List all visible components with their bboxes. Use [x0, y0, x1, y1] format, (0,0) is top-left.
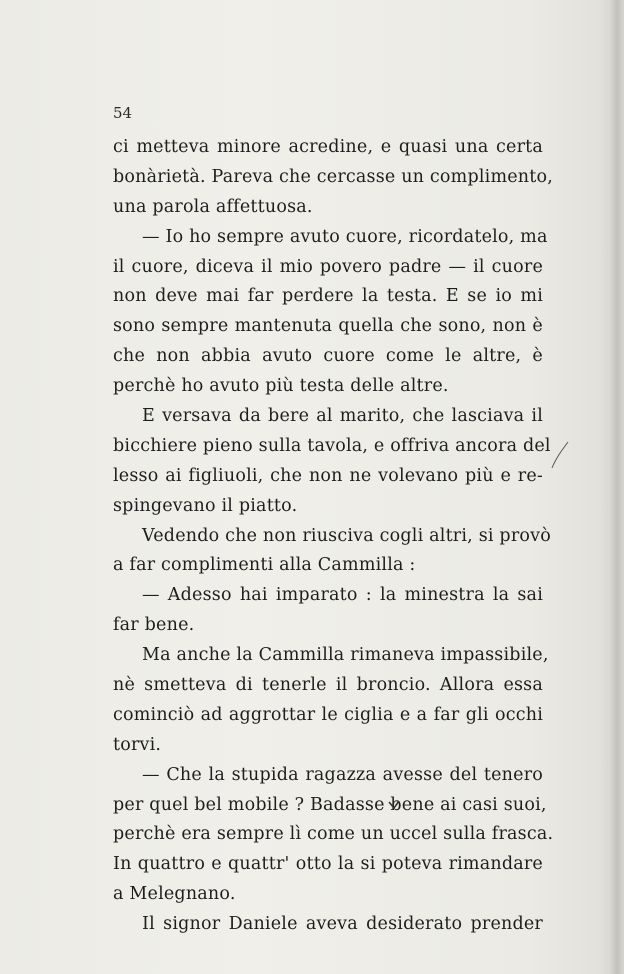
text-line: E versava da bere al marito, che lasciava il — [142, 406, 543, 427]
text-line: bicchiere pieno sulla tavola, e offriva ancora del — [113, 435, 551, 456]
text-line: il cuore, diceva il mio povero padre — il cuore — [113, 256, 543, 277]
text-line: — Che la stupida ragazza avesse del tenero — [142, 764, 543, 785]
text-line: per quel bel mobile ? Badasse bene ai casi suoi, — [113, 794, 547, 815]
text-line: che non abbia avuto cuore come le altre, è — [113, 346, 543, 367]
text-line: spingevano il piatto. — [113, 495, 298, 516]
text-line: bonàrietà. Pareva che cercasse un complimento, — [113, 166, 553, 187]
page-number: 54 — [113, 104, 133, 122]
body-text — [113, 133, 554, 940]
text-line: lesso ai figliuoli, che non ne volevano più e re- — [113, 465, 543, 486]
page-edge-shadow — [610, 0, 624, 974]
text-line: — Io ho sempre avuto cuore, ricordatelo, ma — [142, 226, 548, 247]
text-line: Il signor Daniele aveva desiderato prender — [142, 914, 543, 935]
text-line: non deve mai far perdere la testa. E se io mi — [113, 286, 543, 307]
text-line: a far complimenti alla Cammilla : — [113, 555, 416, 576]
text-line: a Melegnano. — [113, 884, 236, 905]
text-line: nè smetteva di tenerle il broncio. Allora essa — [113, 675, 543, 696]
text-line: torvi. — [113, 734, 162, 755]
margin-pencil-mark — [548, 440, 572, 470]
text-line: perchè era sempre lì come un uccel sulla frasca. — [113, 824, 554, 845]
text-line: perchè ho avuto più testa delle altre. — [113, 376, 449, 397]
text-line: — Adesso hai imparato : la minestra la sai — [142, 585, 543, 606]
text-line: far bene. — [113, 615, 195, 636]
text-line: In quattro e quattr' otto la si poteva rimandare — [113, 854, 543, 875]
text-line: Ma anche la Cammilla rimaneva impassibile, — [142, 645, 549, 666]
ink-speck — [388, 800, 400, 810]
text-line: ci metteva minore acredine, e quasi una certa — [113, 137, 543, 157]
text-line: Vedendo che non riusciva cogli altri, si provò — [142, 525, 551, 546]
text-line: una parola affettuosa. — [113, 196, 313, 217]
text-line: sono sempre mantenuta quella che sono, non è — [113, 316, 543, 337]
text-line: cominciò ad aggrottar le ciglia e a far gli occhi — [113, 704, 543, 725]
